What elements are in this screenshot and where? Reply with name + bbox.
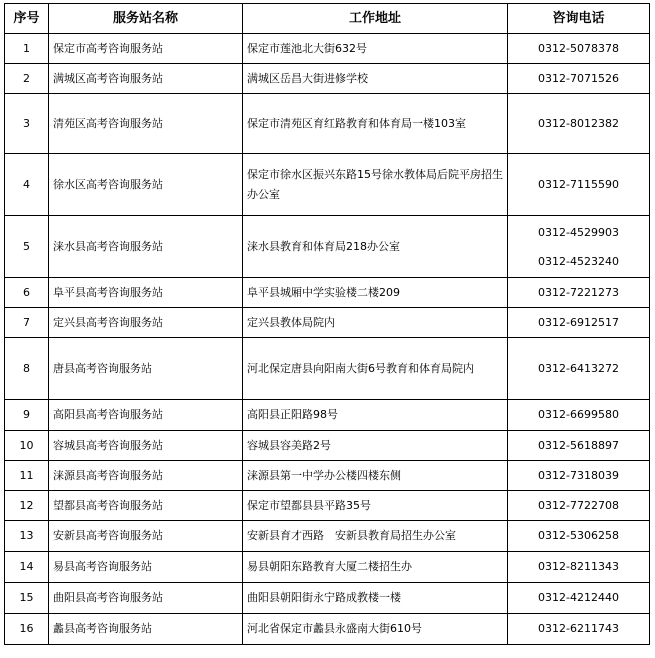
row-phone-cell (508, 491, 650, 521)
table-row (5, 431, 650, 461)
row-station-name: 定兴县高考咨询服务站 (49, 308, 243, 338)
row-station-name: 涞源县高考咨询服务站 (49, 461, 243, 491)
phone-number: 0312-7318039 (538, 468, 619, 482)
phone-number: 0312-7115590 (538, 177, 619, 191)
row-seq: 6 (5, 278, 49, 308)
row-address: 高阳县正阳路98号 (243, 400, 508, 431)
row-seq: 8 (5, 338, 49, 400)
row-phone-cell (508, 154, 650, 216)
row-seq: 12 (5, 491, 49, 521)
phone-number: 0312-7722708 (538, 498, 619, 512)
table-row (5, 614, 650, 645)
table-row (5, 34, 650, 64)
row-address: 保定市莲池北大街632号 (243, 34, 508, 64)
row-station-name: 保定市高考咨询服务站 (49, 34, 243, 64)
row-phone-cell (508, 431, 650, 461)
phone-number: 0312-6413272 (538, 361, 619, 375)
row-station-name: 蠡县高考咨询服务站 (49, 614, 243, 645)
row-address: 易县朝阳东路教育大厦二楼招生办 (243, 552, 508, 583)
row-address: 涞源县第一中学办公楼四楼东侧 (243, 461, 508, 491)
row-phone-cell (508, 64, 650, 94)
phone-number: 0312-4212440 (538, 591, 619, 604)
row-station-name: 满城区高考咨询服务站 (49, 64, 243, 94)
row-address: 保定市望都县县平路35号 (243, 491, 508, 521)
row-address: 河北省保定市蠡县永盛南大街610号 (243, 614, 508, 645)
header-name: 服务站名称 (49, 4, 243, 34)
phone-number: 0312-5618897 (538, 438, 619, 452)
row-station-name: 易县高考咨询服务站 (49, 552, 243, 583)
row-address: 保定市徐水区振兴东路15号徐水教体局后院平房招生办公室 (243, 154, 508, 216)
phone-number: 0312-8211343 (538, 560, 619, 573)
row-seq: 2 (5, 64, 49, 94)
phone-number: 0312-4529903 (538, 225, 619, 239)
table-row (5, 552, 650, 583)
row-phone-cell (508, 216, 650, 278)
row-station-name: 清苑区高考咨询服务站 (49, 94, 243, 154)
row-seq: 15 (5, 583, 49, 614)
table-row (5, 338, 650, 400)
row-station-name: 曲阳县高考咨询服务站 (49, 583, 243, 614)
phone-number: 0312-5078378 (538, 41, 619, 55)
phone-number: 0312-7221273 (538, 285, 619, 299)
row-phone-cell (508, 521, 650, 552)
table-row (5, 521, 650, 552)
table-row (5, 94, 650, 154)
row-station-name: 阜平县高考咨询服务站 (49, 278, 243, 308)
phone-number: 0312-5306258 (538, 529, 619, 542)
row-station-name: 唐县高考咨询服务站 (49, 338, 243, 400)
row-seq: 7 (5, 308, 49, 338)
row-phone-cell (508, 461, 650, 491)
row-station-name: 望都县高考咨询服务站 (49, 491, 243, 521)
service-station-table (4, 3, 650, 645)
row-seq: 1 (5, 34, 49, 64)
row-address: 河北保定唐县向阳南大街6号教育和体育局院内 (243, 338, 508, 400)
table-row (5, 583, 650, 614)
table-row (5, 278, 650, 308)
row-address: 定兴县教体局院内 (243, 308, 508, 338)
row-address: 保定市清苑区育红路教育和体育局一楼103室 (243, 94, 508, 154)
row-address: 容城县容美路2号 (243, 431, 508, 461)
phone-number: 0312-7071526 (538, 71, 619, 85)
row-seq: 16 (5, 614, 49, 645)
header-phone: 咨询电话 (508, 4, 650, 34)
row-address: 阜平县城厢中学实验楼二楼209 (243, 278, 508, 308)
table-row (5, 461, 650, 491)
phone-number: 0312-6912517 (538, 315, 619, 329)
row-seq: 13 (5, 521, 49, 552)
row-seq: 9 (5, 400, 49, 431)
row-seq: 11 (5, 461, 49, 491)
table-header-row (5, 4, 650, 34)
row-seq: 4 (5, 154, 49, 216)
row-phone-cell (508, 278, 650, 308)
table-row (5, 154, 650, 216)
phone-number: 0312-4523240 (538, 254, 619, 268)
row-address: 安新县育才西路 安新县教育局招生办公室 (243, 521, 508, 552)
row-phone-cell (508, 338, 650, 400)
row-address: 涞水县教育和体育局218办公室 (243, 216, 508, 278)
row-station-name: 高阳县高考咨询服务站 (49, 400, 243, 431)
row-station-name: 安新县高考咨询服务站 (49, 521, 243, 552)
row-phone-cell (508, 34, 650, 64)
row-phone-cell (508, 94, 650, 154)
phone-number: 0312-6699580 (538, 408, 619, 421)
table-row (5, 308, 650, 338)
table-body (5, 34, 650, 645)
header-seq: 序号 (5, 4, 49, 34)
table-row (5, 64, 650, 94)
row-phone-cell (508, 614, 650, 645)
table-row (5, 491, 650, 521)
table-row (5, 216, 650, 278)
row-address: 曲阳县朝阳街永宁路成教楼一楼 (243, 583, 508, 614)
row-phone-cell (508, 552, 650, 583)
phone-number: 0312-8012382 (538, 116, 619, 130)
row-seq: 5 (5, 216, 49, 278)
row-phone-cell (508, 308, 650, 338)
row-station-name: 容城县高考咨询服务站 (49, 431, 243, 461)
row-phone-cell (508, 400, 650, 431)
row-station-name: 徐水区高考咨询服务站 (49, 154, 243, 216)
table-row (5, 400, 650, 431)
row-seq: 3 (5, 94, 49, 154)
row-seq: 14 (5, 552, 49, 583)
header-address: 工作地址 (243, 4, 508, 34)
row-address: 满城区岳昌大街进修学校 (243, 64, 508, 94)
phone-number: 0312-6211743 (538, 622, 619, 635)
row-station-name: 涞水县高考咨询服务站 (49, 216, 243, 278)
row-phone-cell (508, 583, 650, 614)
row-seq: 10 (5, 431, 49, 461)
